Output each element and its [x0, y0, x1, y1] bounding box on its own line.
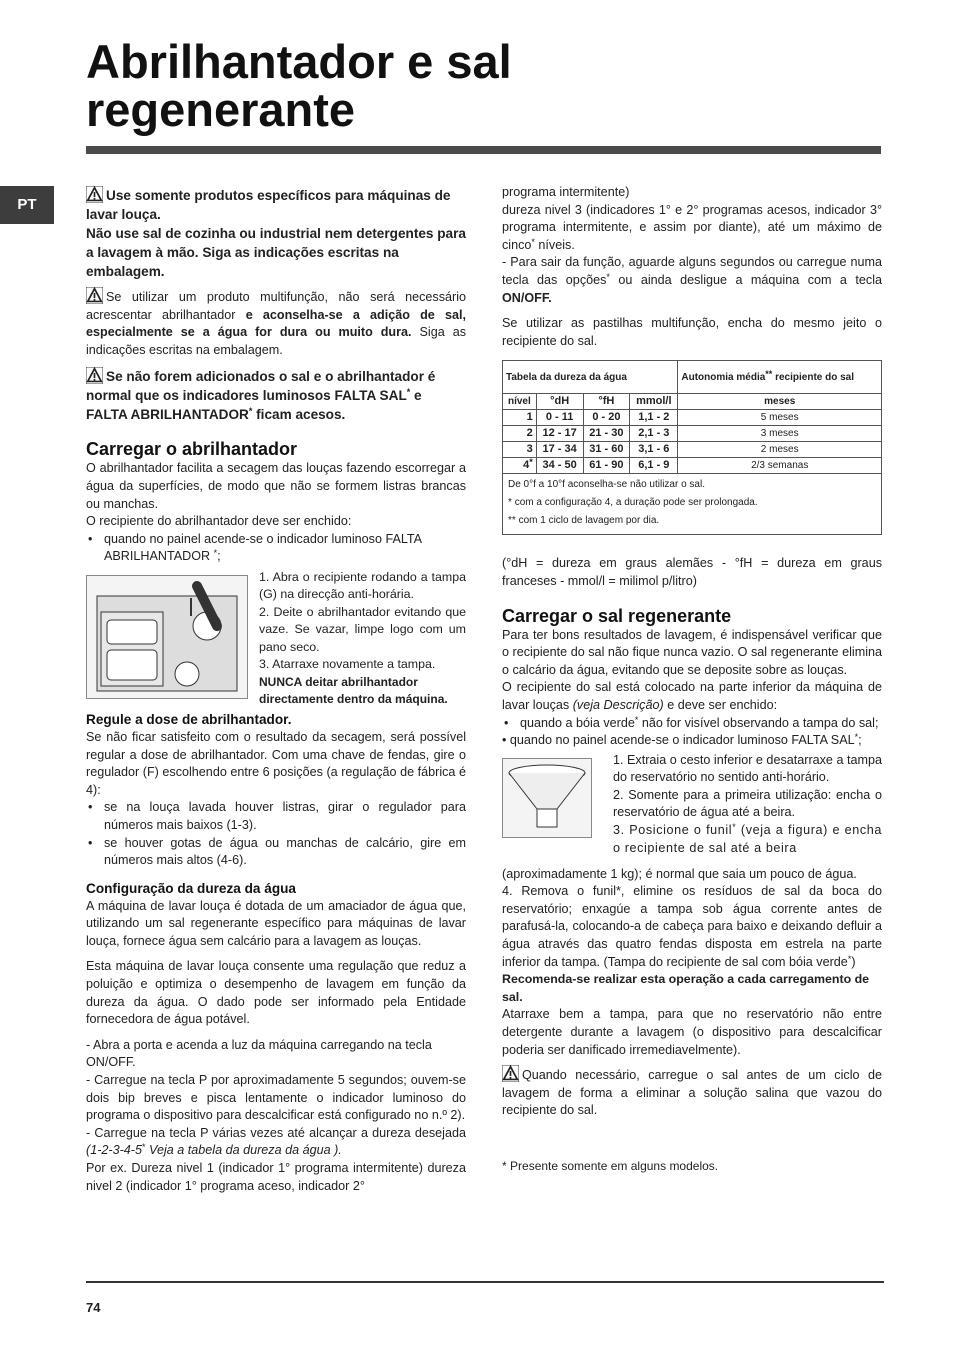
heading-sal: Carregar o sal regenerante — [502, 605, 732, 626]
right-column — [502, 184, 882, 1176]
table-notes: De 0°f a 10°f aconselha-se não utilizar o sal. * com a configuração 4, a duração pode ser prolongada. ** com 1 ciclo de lavagem por dia. — [503, 474, 882, 535]
heading-abrilhantador: Carregar o abrilhantador — [86, 439, 298, 460]
heading-config: Configuração da dureza da água — [86, 880, 296, 896]
config-p6: Por ex. Dureza nivel 1 (indicador 1° programa intermitente) dureza nivel 2 (indicador 1° programa aceso, indicador 2° — [86, 1161, 466, 1193]
table-row: 1 0 - 11 0 - 20 1,1 - 2 5 meses — [503, 410, 882, 426]
sal-p3: Atarraxe bem a tampa, para que no reservatório não entre detergente durante a lavagem (o dispositivo para descalcificar poderia ser danificado irremediavelmente). — [502, 1007, 882, 1057]
title-rule — [86, 146, 881, 154]
warning-indicators: Se não forem adicionados o sal e o abrilhantador é normal que os indicadores luminosos FALTA SAL* e FALTA ABRILHANTADOR* ficam acesos. — [86, 369, 436, 423]
config-p1: A máquina de lavar louça é dotada de um amaciador de água que, utilizando um sal regenerante específico para máquinas de lavar louça, fornece água sem calcário para a lavagem as louças. — [86, 898, 466, 948]
language-tab: PT — [0, 186, 54, 224]
col-header-nivel: nível — [503, 394, 537, 410]
regule-bullet-1: • se na louça lavada houver listras, girar o regulador para números mais baixos (1-3). — [86, 799, 466, 834]
units-note: (°dH = dureza em graus alemães - °fH = dureza em graus franceses - mmol/l = milimol p/litro) — [502, 556, 882, 588]
col-header-mmol: mmol/l — [630, 394, 678, 410]
config-p5: - Carregue na tecla P várias vezes até alcançar a dureza desejada (1-2-3-4-5* Veja a tabela da dureza da água ). — [86, 1125, 466, 1158]
water-hardness-table — [502, 360, 882, 535]
sal-p2: O recipiente do sal está colocado na parte inferior da máquina de lavar louças (veja Descrição) e deve ser enchido: — [502, 680, 882, 712]
warning-icon — [86, 367, 103, 384]
page-number: 74 — [86, 1300, 101, 1315]
table-row: 3 17 - 34 31 - 60 3,1 - 6 2 meses — [503, 442, 882, 458]
sal-steps: 1. Extraia o cesto inferior e desatarraxe a tampa do reservatório no sentido anti-horário. 2. Somente para a primeira utilização: encha o reservatório de água até a beira. 3. Posicione o funil* (veja a figura) e encha o recipiente de sal até a beira — [613, 752, 882, 855]
regule-bullet-2: • se houver gotas de água ou manchas de calcário, gire em números mais altos (4-6). — [86, 835, 466, 870]
sal-figure-block — [502, 752, 882, 870]
footnote: * Presente somente em alguns modelos. — [502, 1159, 719, 1173]
title-line-1: Abrilhantador e sal — [86, 35, 512, 88]
warning-icon — [502, 1065, 519, 1082]
regule-text: Se não ficar satisfeito com o resultado da secagem, será possível regular a dose de abrilhantador. Com uma chave de fendas, gire o regulador (F) escolhendo entre 6 posições (a regulação de fábrica é 4): — [86, 729, 466, 797]
right-p4: Se utilizar as pastilhas multifunção, encha do mesmo jeito o recipiente do sal. — [502, 316, 882, 348]
title-line-2: regenerante — [86, 83, 356, 136]
table-autonomy-header: Autonomia média** recipiente do sal — [678, 361, 882, 394]
footer-rule — [86, 1281, 884, 1283]
warning-icon — [86, 287, 103, 304]
config-p4: - Carregue na tecla P por aproximadamente 5 segundos; ouvem-se dois bip breves e pisca lentamente o indicador luminoso do programa o dispositivo para descalcificar está configurado no n.º 2). — [86, 1073, 466, 1123]
col-header-fh: °fH — [583, 394, 630, 410]
table-title: Tabela da dureza da água — [503, 361, 678, 394]
left-column — [86, 186, 466, 1195]
salt-funnel-figure — [502, 758, 592, 838]
abr-fill: O recipiente do abrilhantador deve ser enchido: — [86, 514, 352, 529]
table-row: 2 12 - 17 21 - 30 2,1 - 3 3 meses — [503, 426, 882, 442]
warning-icon — [86, 186, 103, 203]
abr-bullet: • quando no painel acende-se o indicador luminoso FALTA ABRILHANTADOR *; — [86, 531, 466, 566]
abr-figure-block — [86, 569, 466, 707]
sal-recommend: Recomenda-se realizar esta operação a cada carregamento de sal. — [502, 972, 870, 1004]
col-header-meses: meses — [678, 394, 882, 410]
warning-products: Use somente produtos específicos para máquinas de lavar louça. Não use sal de cozinha ou industrial nem detergentes para a lavagem à mão. Siga as indicações escritas na embalagem. — [86, 188, 466, 279]
sal-warning: Quando necessário, carregue o sal antes de um ciclo de lavagem de forma a eliminar a solução salina que vazou do recipiente do sal. — [502, 1065, 882, 1120]
sal-step3-cont: (aproximadamente 1 kg); é normal que saia um pouco de água. — [502, 866, 857, 881]
table-row: 4* 34 - 50 61 - 90 6,1 - 9 2/3 semanas — [503, 458, 882, 474]
right-p2: dureza nivel 3 (indicadores 1° e 2° programas acesos, indicador 3° programa intermitente, e assim por diante), até um máximo de cinco* níveis. — [502, 202, 882, 252]
col-header-dh: °dH — [536, 394, 583, 410]
sal-bullet-1: • quando a bóia verde* não for visível observando a tampa do sal; — [502, 715, 882, 733]
right-p3: - Para sair da função, aguarde alguns segundos ou carregue numa tecla das opções* ou ainda desligue a máquina com a tecla ON/OFF. — [502, 255, 882, 305]
rinse-aid-dispenser-figure — [86, 575, 248, 699]
abr-steps: 1. Abra o recipiente rodando a tampa (G) na direcção anti-horária. 2. Deite o abrilhantador evitando que vaze. Se vazar, limpe logo com um pano seco. 3. Atarraxe novamente a tampa. NUNCA deitar abrilhantador directamente dentro da máquina. — [259, 569, 466, 707]
right-p1: programa intermitente) — [502, 185, 630, 199]
config-p2: Esta máquina de lavar louça consente uma regulação que reduz a poluição e optimiza o desempenho de lavagem em função da dureza da água. O dado pode ser informado pela Entidade fornecedora de água potável. — [86, 959, 466, 1027]
sal-step4: 4. Remova o funil*, elimine os resíduos de sal da boca do reservatório; enxagúe a tampa sob água corrente antes de parafusá-la, colocando-a de cabeça para baixo e deixando defluir a água através das quatro fendas disposta em estrela na parte inferior da tampa. (Tampa do recipiente de sal com bóia verde*) — [502, 884, 882, 969]
config-p3: - Abra a porta e acenda a luz da máquina carregando na tecla ON/OFF. — [86, 1037, 432, 1070]
heading-regule: Regule a dose de abrilhantador. — [86, 711, 292, 727]
warning-multifunction: Se utilizar um produto multifunção, não será necessário acrescentar abrilhantador e aconselha-se a adição de sal, especialmente se a água for dura ou muito dura. Siga as indicações escritas na embalagem. — [86, 287, 466, 359]
sal-p1: Para ter bons resultados de lavagem, é indispensável verificar que o recipiente do sal não fique nunca vazio. O sal regenerante elimina o calcário da água, evitando que se deposite sobre as louças. — [502, 627, 882, 677]
sal-bullet-2: • quando no painel acende-se o indicador luminoso FALTA SAL*; — [502, 732, 862, 748]
page-title — [86, 35, 886, 136]
abr-intro: O abrilhantador facilita a secagem das louças fazendo escorregar a água da superfícies, de modo que não se formem listras brancas ou manchas. — [86, 461, 466, 511]
